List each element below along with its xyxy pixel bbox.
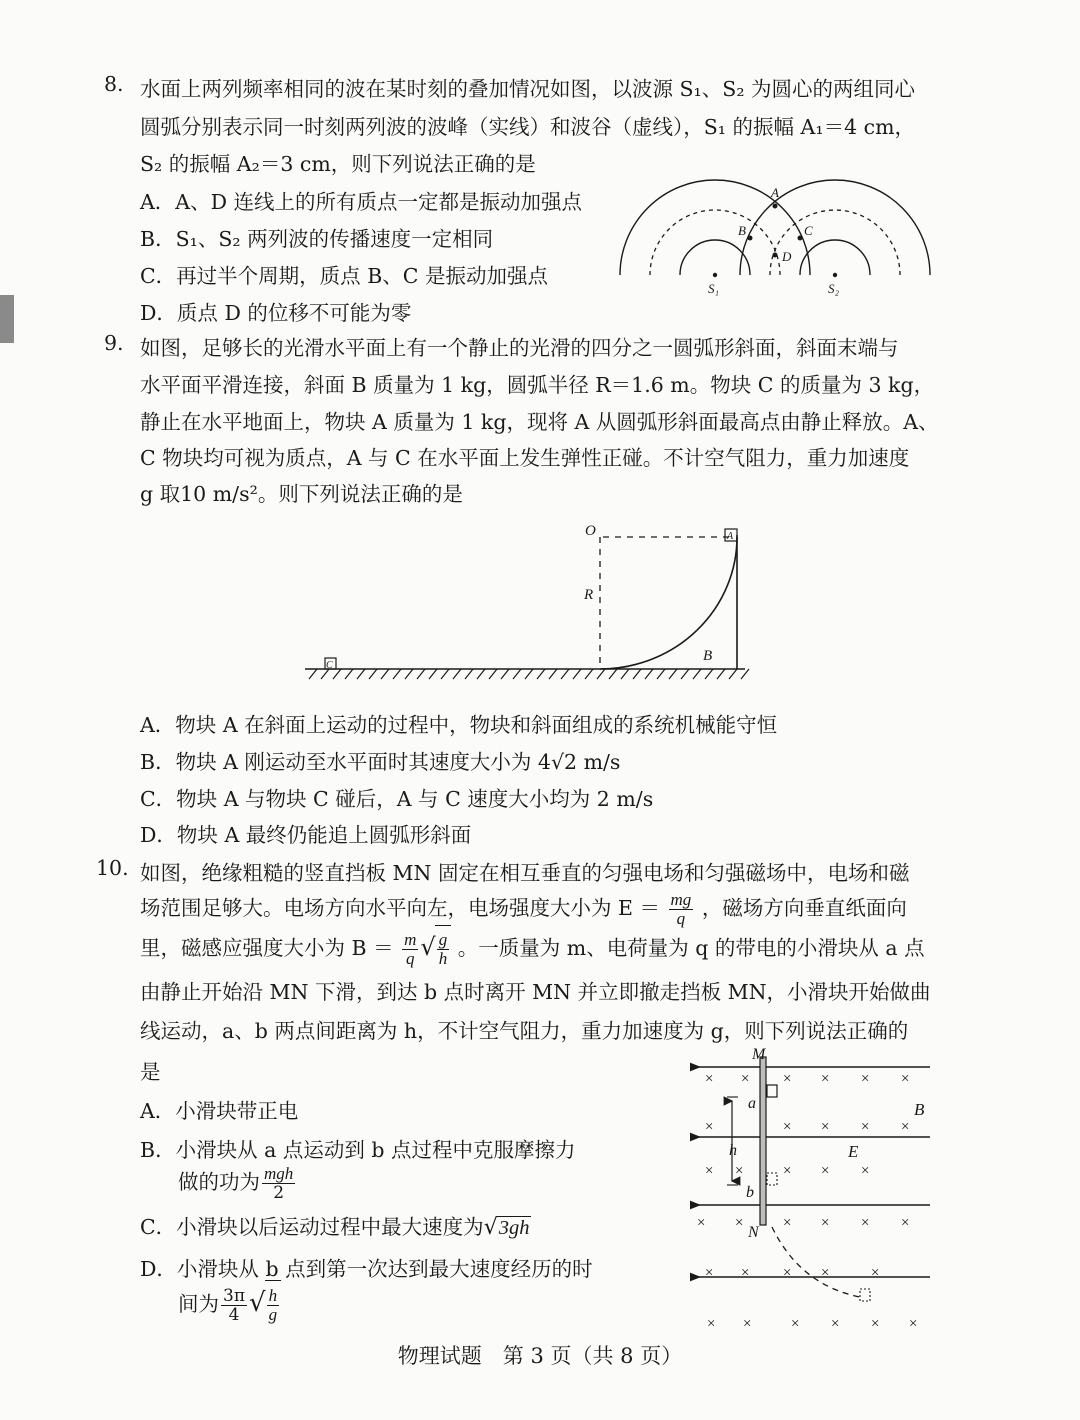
ground-hatch-mark — [357, 669, 365, 679]
ground-hatch-mark — [537, 669, 545, 679]
ground-hatch-mark — [417, 669, 425, 679]
ground-hatch-mark — [465, 669, 473, 679]
q8-stem-line2: 圆弧分别表示同一时刻两列波的波峰（实线）和波谷（虚线），S₁ 的振幅 A₁＝4 cm， — [140, 115, 916, 139]
q10-stem-line1: 如图，绝缘粗糙的竖直挡板 MN 固定在相互垂直的匀强电场和匀强磁场中，电场和磁 — [140, 861, 910, 885]
q10-frac-E: $\frac{mg}{q}$ — [670, 890, 692, 928]
q10-stem-line3-end: 。一质量为 m、电荷量为 q 的带电的小滑块从 a 点 — [457, 936, 925, 960]
magnetic-field-cross: × — [860, 1119, 871, 1135]
q10-label-E: E — [848, 1142, 859, 1161]
page-footer: 物理试题 第 3 页（共 8 页） — [397, 1344, 683, 1368]
magnetic-field-cross: × — [870, 1316, 881, 1332]
ground-hatch-mark — [669, 669, 677, 679]
q10-stem-line5: 线运动，a、b 两点间距离为 h，不计空气阻力，重力加速度为 g，则下列说法正确的 — [140, 1019, 909, 1043]
magnetic-field-cross: × — [742, 1316, 753, 1332]
ground-hatch-mark — [369, 669, 377, 679]
ground-hatch-mark — [405, 669, 413, 679]
magnetic-field-cross: × — [734, 1163, 745, 1179]
q8-wave-figure — [610, 175, 940, 305]
q8-label-B: B — [738, 223, 746, 238]
ground-hatch-mark — [549, 669, 557, 679]
magnetic-field-cross: × — [900, 1119, 911, 1135]
q9-option-d: D．物块 A 最终仍能追上圆弧形斜面 — [140, 823, 472, 847]
q9-label-B: B — [703, 648, 713, 664]
ground-hatch-mark — [441, 669, 449, 679]
ground-hatch-mark — [477, 669, 485, 679]
q10-option-b-line2: 做的功为 $\frac{\text{mgh}}{2}$ — [178, 1164, 294, 1203]
magnetic-field-cross: × — [820, 1265, 831, 1281]
q8-label-S2: S₂ — [828, 281, 840, 296]
q8-option-d: D．质点 D 的位移不可能为零 — [140, 301, 412, 325]
ground-hatch-mark — [657, 669, 665, 679]
magnetic-field-cross: × — [860, 1163, 871, 1179]
magnetic-field-cross: × — [820, 1071, 831, 1087]
q9-option-b: B．物块 A 刚运动至水平面时其速度大小为 4√2 m/s — [140, 750, 621, 774]
magnetic-field-cross: × — [900, 1071, 911, 1087]
ground-hatch-mark — [309, 669, 317, 679]
q10-stem-line4: 由静止开始沿 MN 下滑，到达 b 点时离开 MN 并立即撤走挡板 MN，小滑块开始做曲 — [140, 980, 931, 1004]
q10-label-b: b — [746, 1184, 754, 1201]
q9-label-C: C — [326, 660, 333, 671]
magnetic-field-cross: × — [830, 1316, 841, 1332]
ground-hatch-mark — [453, 669, 461, 679]
ground-hatch-mark — [717, 669, 725, 679]
q8-label-A: A — [771, 185, 779, 200]
magnetic-field-cross: × — [734, 1215, 745, 1231]
magnetic-field-cross: × — [704, 1265, 715, 1281]
magnetic-field-cross: × — [790, 1316, 801, 1332]
q10-field-figure — [690, 1045, 940, 1340]
q9-label-R: R — [584, 587, 594, 603]
ground-hatch-mark — [585, 669, 593, 679]
q10-stem-line3: 里，磁感应强度大小为 B ＝ $\frac{m}{q}$ √ $\frac{g}{h}$ 。一质量为 m、电荷量为 q 的带电的小滑块从 a 点 — [140, 925, 925, 970]
ground-hatch-mark — [393, 669, 401, 679]
q9-stem-line5: g 取10 m/s²。则下列说法正确的是 — [140, 482, 463, 506]
ground-hatch-mark — [381, 669, 389, 679]
ground-hatch-mark — [597, 669, 605, 679]
ground-hatch-mark — [561, 669, 569, 679]
ground-hatch-mark — [429, 669, 437, 679]
ground-hatch-mark — [681, 669, 689, 679]
q9-incline-figure — [295, 515, 755, 690]
ground-hatch-mark — [573, 669, 581, 679]
q9-option-a: A．物块 A 在斜面上运动的过程中，物块和斜面组成的系统机械能守恒 — [140, 713, 778, 737]
q9-option-c: C．物块 A 与物块 C 碰后，A 与 C 速度大小均为 2 m/s — [140, 787, 654, 811]
ground-hatch-mark — [633, 669, 641, 679]
q10-stem-line2-start: 场范围足够大。电场方向水平向左，电场强度大小为 E ＝ — [140, 896, 660, 920]
magnetic-field-cross: × — [820, 1119, 831, 1135]
ground-hatch-mark — [693, 669, 701, 679]
q10-option-d-line2: 间为 $\frac{3\pi}{4}$ √ $\frac{h}{g}$ — [178, 1280, 281, 1327]
q8-option-a: A．A、D 连线上的所有质点一定都是振动加强点 — [140, 190, 583, 214]
ground-hatch-mark — [513, 669, 521, 679]
ground-hatch-mark — [345, 669, 353, 679]
magnetic-field-cross: × — [860, 1215, 871, 1231]
magnetic-field-cross: × — [782, 1071, 793, 1087]
magnetic-field-cross: × — [820, 1215, 831, 1231]
ground-hatch-mark — [621, 669, 629, 679]
magnetic-field-cross: × — [740, 1071, 751, 1087]
ground-hatch-mark — [525, 669, 533, 679]
magnetic-field-cross: × — [740, 1265, 751, 1281]
q9-number: 9. — [104, 331, 124, 355]
ground-hatch-mark — [609, 669, 617, 679]
magnetic-field-cross: × — [782, 1163, 793, 1179]
q10-number: 10. — [96, 856, 129, 880]
q10-frac-B: $\frac{m}{q}$ — [404, 930, 417, 968]
magnetic-field-cross: × — [706, 1316, 717, 1332]
q10-label-B: B — [914, 1100, 925, 1119]
q10-stem-line2-end: ，磁场方向垂直纸面向 — [701, 896, 907, 920]
q8-number: 8. — [104, 72, 124, 96]
q10-label-a: a — [748, 1095, 756, 1112]
q8-stem-line3: S₂ 的振幅 A₂＝3 cm，则下列说法正确的是 — [140, 152, 536, 176]
q10-label-M: M — [752, 1046, 766, 1063]
q9-label-A: A — [727, 531, 734, 542]
q10-option-b-line1: B．小滑块从 a 点运动到 b 点过程中克服摩擦力 — [140, 1138, 576, 1162]
q10-label-N: N — [748, 1224, 759, 1241]
magnetic-field-cross: × — [696, 1215, 707, 1231]
q8-option-c: C．再过半个周期，质点 B、C 是振动加强点 — [140, 264, 548, 288]
q9-label-O: O — [585, 523, 596, 539]
q9-stem-line1: 如图，足够长的光滑水平面上有一个静止的光滑的四分之一圆弧形斜面，斜面末端与 — [140, 336, 899, 360]
magnetic-field-cross: × — [704, 1071, 715, 1087]
magnetic-field-cross: × — [870, 1265, 881, 1281]
q10-option-d-line1: D．小滑块从 b 点到第一次达到最大速度经历的时 — [140, 1257, 593, 1281]
q10-option-c: C．小滑块以后运动过程中最大速度为√3gh — [140, 1215, 530, 1240]
magnetic-field-cross: × — [860, 1071, 871, 1087]
ground-hatch-mark — [501, 669, 509, 679]
q10-option-a: A．小滑块带正电 — [140, 1099, 299, 1123]
q10-stem-line6: 是 — [140, 1060, 161, 1084]
magnetic-field-cross: × — [908, 1316, 919, 1332]
magnetic-field-cross: × — [782, 1215, 793, 1231]
magnetic-field-cross: × — [782, 1119, 793, 1135]
q9-stem-line4: C 物块均可视为质点，A 与 C 在水平面上发生弹性正碰。不计空气阻力，重力加速度 — [140, 446, 910, 470]
ground-hatch-mark — [333, 669, 341, 679]
ground-hatch-mark — [645, 669, 653, 679]
q9-stem-line2: 水平面平滑连接，斜面 B 质量为 1 kg，圆弧半径 R＝1.6 m。物块 C 的质量为 3 kg， — [140, 373, 935, 397]
q8-option-b: B．S₁、S₂ 两列波的传播速度一定相同 — [140, 227, 494, 251]
q9-stem-line3: 静止在水平地面上，物块 A 质量为 1 kg，现将 A 从圆弧形斜面最高点由静止释放。A、 — [140, 410, 939, 434]
ground-hatch-mark — [741, 669, 749, 679]
q8-label-C: C — [804, 223, 813, 238]
magnetic-field-cross: × — [704, 1119, 715, 1135]
ground-hatch-mark — [489, 669, 497, 679]
q10-stem-line2 — [140, 886, 907, 930]
scan-edge-mark — [0, 295, 14, 343]
q8-label-D: D — [782, 249, 792, 264]
magnetic-field-cross: × — [820, 1163, 831, 1179]
magnetic-field-cross: × — [782, 1265, 793, 1281]
magnetic-field-cross: × — [900, 1215, 911, 1231]
q10-label-h: h — [729, 1142, 737, 1159]
magnetic-field-cross: × — [704, 1163, 715, 1179]
q8-stem-line1: 水面上两列频率相同的波在某时刻的叠加情况如图，以波源 S₁、S₂ 为圆心的两组同心 — [140, 77, 916, 101]
q8-label-S1: S₁ — [708, 281, 720, 296]
ground-hatch-mark — [705, 669, 713, 679]
ground-hatch-mark — [729, 669, 737, 679]
q10-stem-line3-start: 里，磁感应强度大小为 B ＝ — [140, 936, 394, 960]
